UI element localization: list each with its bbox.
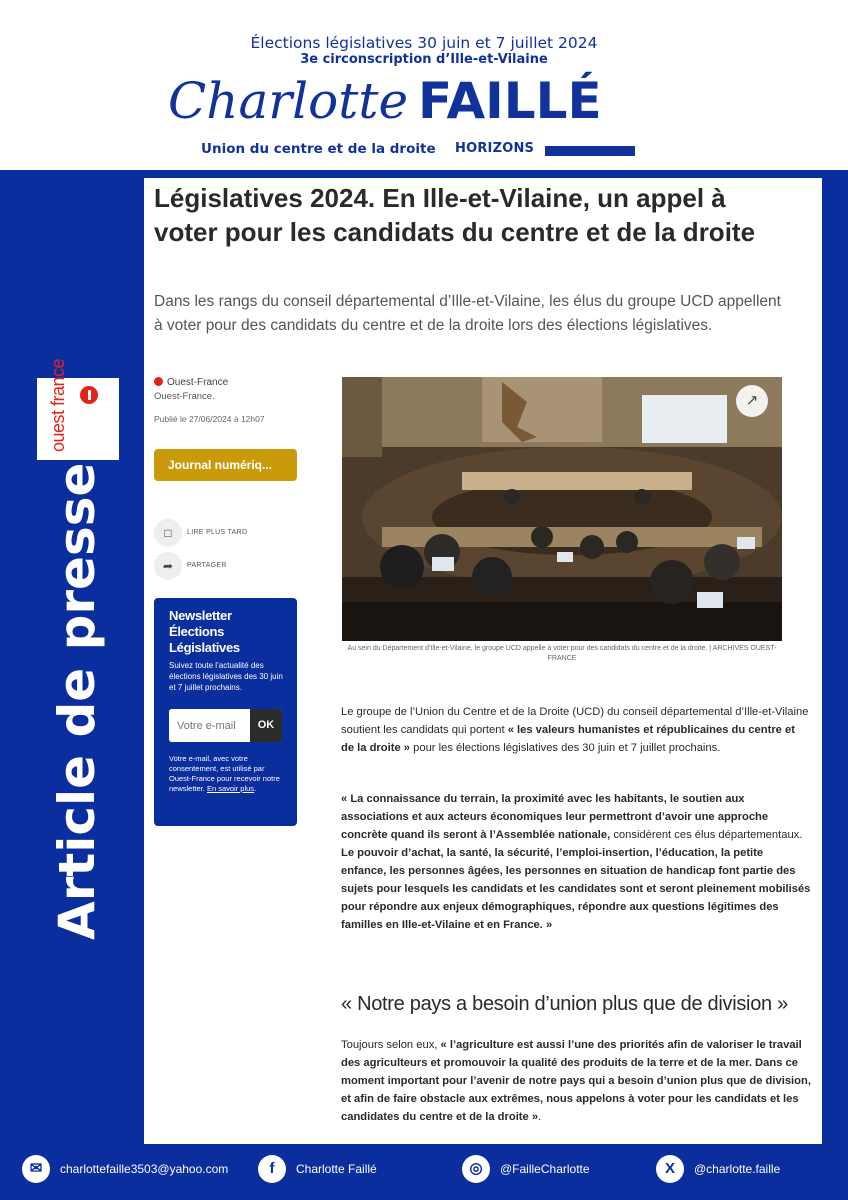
photo-caption: Au sein du Département d’Ille-et-Vilaine, le groupe UCD appelle à voter pour des candidats du centre et de la droite. | ARCHIVES OUEST-FRANCE — [347, 645, 777, 662]
newsletter-ok-button[interactable]: OK — [250, 709, 282, 742]
article-photo[interactable] — [342, 377, 782, 641]
journal-numerique-button[interactable]: Journal numériq... — [154, 449, 297, 481]
article-title: Législatives 2024. En Ille-et-Vilaine, un appel à voter pour les candidats du centre et de la droite — [154, 183, 756, 247]
article-lead: Dans les rangs du conseil départemental d’Ille-et-Vilaine, les élus du groupe UCD appellent à voter pour des candidats du centre et de la droite lors des élections législatives. — [154, 293, 781, 334]
section-heading: « Notre pays a besoin d’union plus que de division » — [341, 993, 788, 1015]
election-dates: Élections législatives 30 juin et 7 juillet 2024 — [250, 34, 598, 52]
newsletter-title: Newsletter Élections Législatives — [169, 608, 240, 655]
share-button[interactable] — [154, 552, 304, 580]
source-row[interactable] — [154, 377, 228, 388]
horizons-logo-text: HORIZONS — [455, 141, 535, 156]
share-arrow-icon: ➦ — [154, 552, 182, 580]
read-later-button[interactable] — [154, 519, 304, 547]
constituency: 3e circonscription d’Ille-et-Vilaine — [300, 52, 548, 67]
x-icon: X — [656, 1155, 684, 1183]
newsletter-desc: Suivez toute l’actualité des élections législatives des 30 juin et 7 juillet prochains. — [169, 661, 283, 692]
source-sub: Ouest-France. — [154, 391, 215, 402]
footer-facebook-text: Charlotte Faillé — [296, 1162, 377, 1176]
candidate-first-name: Charlotte — [168, 72, 409, 130]
facebook-icon: f — [258, 1155, 286, 1183]
source-name: Ouest-France — [167, 377, 229, 388]
assembly-hall-image — [342, 377, 782, 641]
candidate-name — [168, 72, 602, 144]
party-label: Union du centre et de la droite — [201, 141, 436, 157]
ouest-france-logo — [37, 358, 119, 460]
newsletter-form — [169, 709, 282, 742]
paragraph-3: Toujours selon eux, « l’agriculture est aussi l’une des priorités afin de valoriser le travail des agriculteurs et promouvoir la qualité des produits de la terre et de la mer. Dans ce moment important pour l’avenir de notre pays qui a besoin d’union plus que de division, et afin de faire obstacle aux extrêmes, nous appelons à voter pour les candidats et les candidates du centre et de la droite ». — [341, 1039, 811, 1123]
expand-icon[interactable]: ↗ — [736, 385, 768, 417]
horizons-bar — [545, 146, 635, 156]
newsletter-box — [154, 598, 297, 826]
learn-more-link[interactable]: En savoir plus — [206, 784, 255, 793]
read-later-label: LIRE PLUS TARD — [187, 529, 248, 536]
newsletter-legal-text: Votre e-mail, avec votre consentement, est utilisé par Ouest-France pour recevoir notre newsletter. — [169, 754, 280, 793]
paragraph-2: « La connaissance du terrain, la proximité avec les habitants, le soutien aux associations et aux acteurs économiques leur permettront d’avoir une approche concrète quand ils seront à l’Assemblée nationale, considèrent ces élus départementaux. Le pouvoir d’achat, la santé, la sécurité, l’emploi-insertion, l’éducation, la petite enfance, les personnes âgées, les personnes en situation de handicap font partie des sujets pour lesquels les candidats et les candidates sont et seront pleinement mobilisés pour répondre aux enjeux démographiques, répondre aux questions légitimes des familles en Ille-et-Vilaine et en France. » — [341, 793, 811, 931]
footer-x-text: @charlotte.faille — [694, 1162, 781, 1176]
publish-date: Publié le 27/06/2024 à 12h07 — [154, 414, 265, 424]
vertical-title: Article de presse — [48, 462, 106, 940]
footer-email-text: charlottefaille3503@yahoo.com — [60, 1162, 229, 1176]
campaign-header — [0, 0, 848, 170]
ouest-france-dot-icon — [154, 377, 163, 386]
share-label: PARTAGER — [187, 562, 227, 569]
ouest-france-logo-text: ouest france — [48, 358, 68, 452]
newsletter-legal: Votre e-mail, avec votre consentement, est utilisé par Ouest-France pour recevoir notre newsletter. En savoir plus. — [169, 754, 280, 793]
candidate-last-name: FAILLÉ — [418, 72, 602, 130]
footer-instagram-text: @FailleCharlotte — [500, 1162, 590, 1176]
paragraph-1: Le groupe de l’Union du Centre et de la Droite (UCD) du conseil départemental d’Ille-et-Vilaine soutient les candidats qui portent « les valeurs humanistes et républicaines du centre et de la droite » pour les élections législatives des 30 juin et 7 juillet prochains. — [341, 706, 809, 754]
newsletter-email-input[interactable] — [169, 709, 250, 742]
ouest-france-circle-icon — [80, 386, 98, 404]
instagram-icon: ◎ — [462, 1155, 490, 1183]
bookmark-icon: □ — [154, 519, 182, 547]
envelope-icon: ✉ — [22, 1155, 50, 1183]
article-panel — [144, 178, 822, 1144]
